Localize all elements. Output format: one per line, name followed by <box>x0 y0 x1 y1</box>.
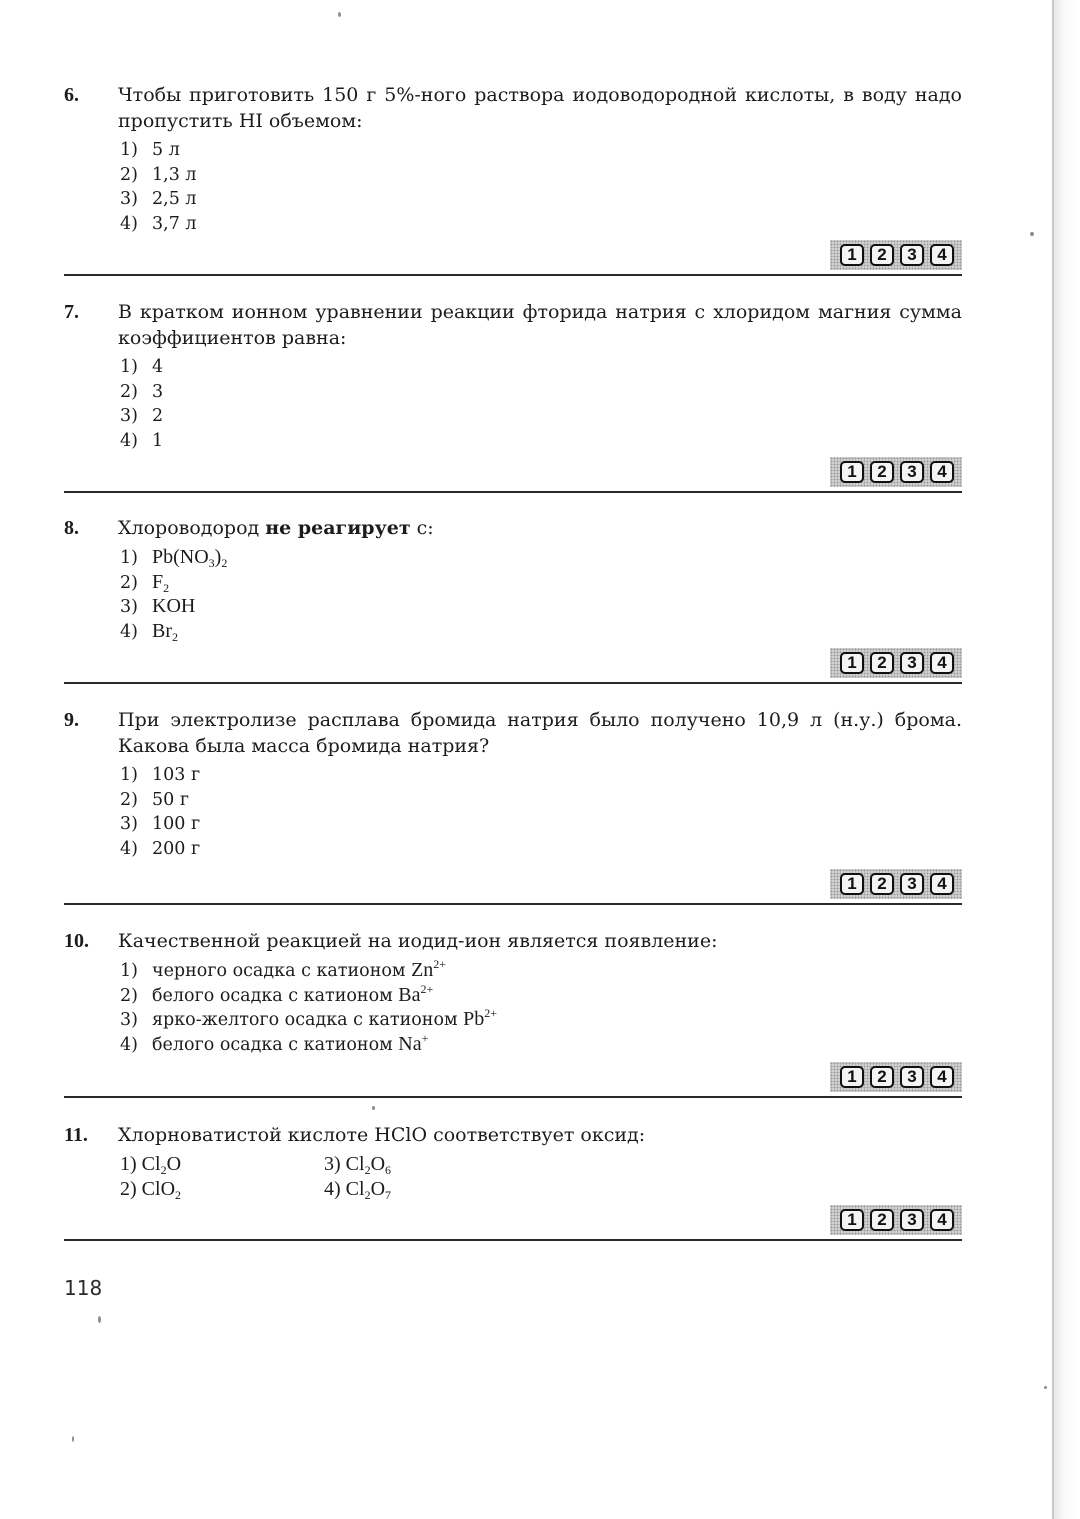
question-9 <box>64 707 962 861</box>
option-2: 2) 3 <box>120 381 164 402</box>
divider <box>64 274 962 276</box>
answer-cell-1[interactable]: 1 <box>840 1066 864 1088</box>
answer-cell-2[interactable]: 2 <box>870 461 894 483</box>
question-number: 10. <box>64 930 89 952</box>
answer-options <box>120 355 962 453</box>
option-4: 4) 1 <box>120 430 164 451</box>
option-4: 4) белого осадка с катионом Na+ <box>120 1030 429 1055</box>
answer-box-q10 <box>830 1062 962 1092</box>
answer-cell-3[interactable]: 3 <box>900 652 924 674</box>
question-6 <box>64 82 962 236</box>
scan-speck <box>72 1436 74 1442</box>
answer-cell-4[interactable]: 4 <box>930 461 954 483</box>
answer-box-q7 <box>830 457 962 487</box>
option-4: 4) 3,7 л <box>120 213 197 234</box>
answer-cell-4[interactable]: 4 <box>930 1066 954 1088</box>
question-text: Хлороводород не реагирует с: <box>118 517 434 539</box>
divider <box>64 682 962 684</box>
option-3: 3) ярко-желтого осадка с катионом $Pb^{2+}$ <box>120 1006 498 1030</box>
scan-speck <box>98 1316 101 1323</box>
answer-cell-4[interactable]: 4 <box>930 1209 954 1231</box>
option-1: 1) 5 л <box>120 140 180 160</box>
option-2: 2) $F_2$ <box>120 570 170 595</box>
answer-cell-2[interactable]: 2 <box>870 1209 894 1231</box>
divider <box>64 491 962 493</box>
scan-speck <box>1030 232 1034 236</box>
option-1: 1) 103 г <box>120 765 201 785</box>
answer-cell-4[interactable]: 4 <box>930 244 954 266</box>
question-7 <box>64 299 962 453</box>
answer-cell-3[interactable]: 3 <box>900 461 924 483</box>
question-8 <box>64 515 962 643</box>
answer-cell-2[interactable]: 2 <box>870 652 894 674</box>
option-2: 2) 1,3 л <box>120 164 197 185</box>
option-2: 2) 50 г <box>120 789 189 810</box>
question-number: 8. <box>64 517 79 539</box>
divider <box>64 1096 962 1098</box>
option-3: 3) 100 г <box>120 814 201 834</box>
option-1: 1) черного осадка с катионом $Zn^{2+}$ <box>120 957 447 981</box>
answer-options <box>120 545 962 643</box>
option-3: 3) $Cl_2O_6$ <box>324 1153 392 1177</box>
answer-cell-2[interactable]: 2 <box>870 873 894 895</box>
answer-cell-1[interactable]: 1 <box>840 873 864 895</box>
answer-cell-3[interactable]: 3 <box>900 1209 924 1231</box>
question-10 <box>64 928 962 1056</box>
answer-box-q6 <box>830 240 962 270</box>
answer-cell-3[interactable]: 3 <box>900 244 924 266</box>
scan-speck <box>338 12 341 17</box>
divider <box>64 1239 962 1241</box>
answer-cell-1[interactable]: 1 <box>840 461 864 483</box>
option-1: 1) $Cl_2O$ <box>120 1153 182 1177</box>
answer-cell-4[interactable]: 4 <box>930 873 954 895</box>
answer-options <box>120 138 962 236</box>
answer-cell-3[interactable]: 3 <box>900 1066 924 1088</box>
answer-box-q11 <box>830 1205 962 1235</box>
scan-speck <box>1044 1386 1047 1389</box>
question-text: При электролизе расплава бромида натрия было получено 10,9 л (н.у.) брома. Какова была масса бромида натрия? <box>118 709 962 757</box>
option-3: 3) 2 <box>120 406 164 426</box>
question-number: 11. <box>64 1124 88 1146</box>
option-1: 1) $Pb(NO_3)_2$ <box>120 546 228 570</box>
question-number: 6. <box>64 84 79 106</box>
option-2: 2) ClO$_2$ <box>120 1178 182 1202</box>
option-4: 4) $Cl_2O_7$ <box>324 1178 392 1202</box>
option-4: 4) 200 г <box>120 838 201 859</box>
answer-options <box>120 763 962 861</box>
question-11 <box>64 1122 962 1202</box>
question-number: 7. <box>64 301 79 323</box>
answer-box-q8 <box>830 648 962 678</box>
answer-cell-2[interactable]: 2 <box>870 244 894 266</box>
option-3: 3) 2,5 л <box>120 189 197 209</box>
answer-options <box>120 1152 962 1202</box>
divider <box>64 903 962 905</box>
answer-cell-1[interactable]: 1 <box>840 244 864 266</box>
question-text: Чтобы приготовить 150 г 5%-ного раствора иодоводородной кислоты, в воду надо пропустить HI объемом: <box>118 84 962 132</box>
page-number: 118 <box>64 1276 103 1300</box>
option-4: 4) $Br_2$ <box>120 619 178 644</box>
answer-cell-1[interactable]: 1 <box>840 652 864 674</box>
question-number: 9. <box>64 709 79 731</box>
answer-cell-4[interactable]: 4 <box>930 652 954 674</box>
question-text: Качественной реакцией на иодид-ион является появление: <box>118 930 718 952</box>
answer-cell-1[interactable]: 1 <box>840 1209 864 1231</box>
answer-options <box>120 958 962 1056</box>
option-3: 3) KOH <box>120 595 196 617</box>
question-text: Хлорноватистой кислоте HClO соответствует оксид: <box>118 1124 646 1146</box>
option-2: 2) белого осадка с катионом $Ba^{2+}$ <box>120 981 434 1006</box>
answer-cell-2[interactable]: 2 <box>870 1066 894 1088</box>
answer-box-q9 <box>830 869 962 899</box>
question-text: В кратком ионном уравнении реакции фторида натрия с хлоридом магния сумма коэффициентов равна: <box>118 301 962 349</box>
option-1: 1) 4 <box>120 357 164 377</box>
scan-speck <box>372 1106 375 1110</box>
answer-cell-3[interactable]: 3 <box>900 873 924 895</box>
